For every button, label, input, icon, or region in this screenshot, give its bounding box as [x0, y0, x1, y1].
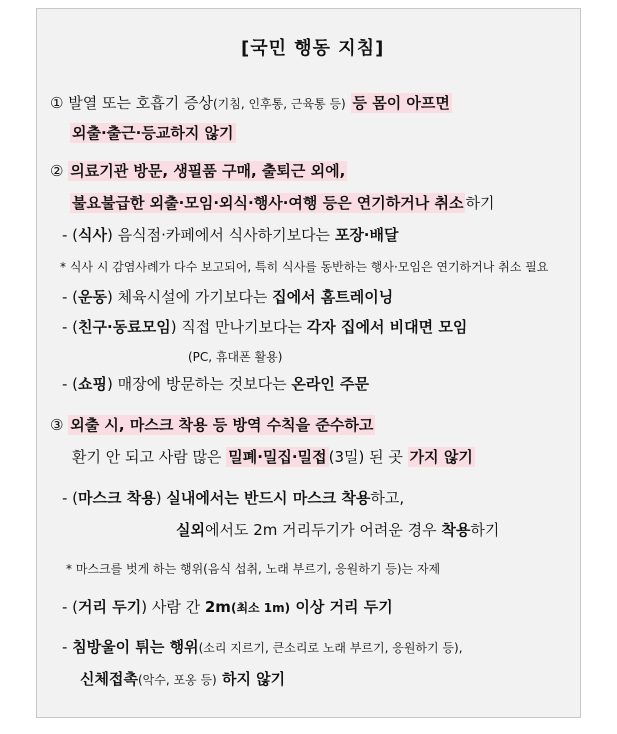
item-meal: [62, 224, 399, 246]
section-2-highlight: 의료기관 방문, 생필품 구매, 출퇴근 외에,: [70, 162, 346, 180]
item-meal-key: 식사: [78, 226, 108, 244]
item-exercise-bold: 집에서 홈트레이닝: [272, 288, 394, 306]
section-1-symptoms: (기침, 인후통, 근육통 등): [212, 97, 346, 111]
section-3-text: 환기 안 되고 사람 많은: [72, 448, 227, 466]
item-contact: [80, 668, 285, 691]
section-1-line-1: [50, 92, 452, 115]
item-mask-bold: 실내에서는 반드시 마스크 착용: [166, 489, 371, 507]
section-3-3mil: 밀폐·밀집·밀접: [228, 448, 327, 466]
item-mask-outdoor-bold: 착용: [441, 521, 471, 539]
item-exercise-text: ) 체육시설에 가기보다는: [107, 288, 273, 306]
note-meal: * 식사 시 감염사례가 다수 보고되어, 특히 식사를 동반하는 행사·모임은 연기하거나 취소 필요: [60, 260, 549, 274]
item-exercise-prefix: - (: [62, 288, 79, 306]
item-distance-min: (최소 1m): [230, 601, 291, 615]
item-exercise: [62, 286, 393, 308]
page-title: [국민 행동 지침]: [241, 38, 385, 59]
section-1-line-2: [70, 122, 236, 144]
item-droplets-prefix: -: [62, 638, 73, 656]
section-3-highlight: 외출 시, 마스크 착용 등 방역 수칙을 준수하고: [70, 416, 374, 434]
item-contact-examples: (악수, 포옹 등): [137, 673, 217, 687]
item-shopping-bold: 온라인 주문: [291, 375, 370, 393]
item-shopping-key: 쇼핑: [78, 375, 108, 393]
item-friends-bold: 각자 집에서 비대면 모임: [306, 318, 468, 336]
item-distance: [62, 596, 393, 619]
section-1-action: 외출·출근·등교하지 않기: [72, 124, 234, 142]
item-friends-sub: (PC, 휴대폰 활용): [188, 350, 283, 364]
item-shopping-prefix: - (: [62, 375, 79, 393]
item-meal-text: ) 음식점·카페에서 식사하기보다는: [107, 226, 335, 244]
item-mask-mid: ): [155, 489, 167, 507]
item-droplets-examples: (소리 지르기, 큰소리로 노래 부르기, 응원하기 등),: [198, 641, 463, 655]
section-3-line-2: [72, 446, 475, 468]
item-shopping: [62, 373, 369, 395]
section-2-action-tail: 하기: [465, 194, 495, 212]
item-mask: [62, 487, 404, 509]
section-3-line-1: [50, 414, 375, 436]
item-distance-tail: 이상 거리 두기: [290, 598, 393, 616]
item-mask-key: 마스크 착용: [78, 489, 156, 507]
item-mask-outdoor-text: 에서도 2m 거리두기가 어려운 경우: [204, 521, 442, 539]
item-friends-text: ) 직접 만나기보다는: [170, 318, 307, 336]
item-contact-bold: 신체접촉: [80, 670, 138, 688]
item-distance-2m: 2m: [204, 598, 231, 616]
item-friends: [62, 316, 467, 338]
item-meal-prefix: - (: [62, 226, 79, 244]
item-distance-prefix: - (: [62, 598, 79, 616]
section-1-highlight: 등 몸이 아프면: [352, 94, 450, 112]
item-droplets: [62, 636, 463, 659]
section-3-number: ③: [50, 416, 64, 434]
note-mask: * 마스크를 벗게 하는 행위(음식 섭취, 노래 부르기, 응원하기 등)는 자제: [66, 562, 441, 576]
item-mask-tail: 하고,: [370, 489, 405, 507]
item-mask-prefix: - (: [62, 489, 79, 507]
item-mask-outdoor: [176, 519, 499, 541]
item-mask-outdoor-key: 실외: [176, 521, 205, 539]
item-distance-key: 거리 두기: [78, 598, 142, 616]
section-2-number: ②: [50, 162, 64, 180]
item-mask-outdoor-tail: 하기: [470, 521, 500, 539]
section-2-action: 불요불급한 외출·모임·외식·행사·여행 등은 연기하거나 취소: [72, 194, 464, 212]
section-3-text-mid: (3밀) 된 곳: [328, 448, 408, 466]
section-1-text: 발열 또는 호흡기 증상: [68, 94, 213, 112]
section-1-number: ①: [50, 94, 64, 112]
item-droplets-bold: 침방울이 튀는 행위: [72, 638, 199, 656]
section-2-line-1: [50, 160, 347, 182]
item-exercise-key: 운동: [78, 288, 108, 306]
section-2-line-2: [70, 192, 494, 214]
item-distance-text: ) 사람 간: [141, 598, 205, 616]
section-3-action: 가지 않기: [409, 448, 473, 466]
item-friends-prefix: - (: [62, 318, 79, 336]
item-shopping-text: ) 매장에 방문하는 것보다는: [107, 375, 292, 393]
item-meal-bold: 포장·배달: [334, 226, 399, 244]
item-friends-key: 친구·동료모임: [78, 318, 171, 336]
item-contact-tail: 하지 않기: [216, 670, 286, 688]
